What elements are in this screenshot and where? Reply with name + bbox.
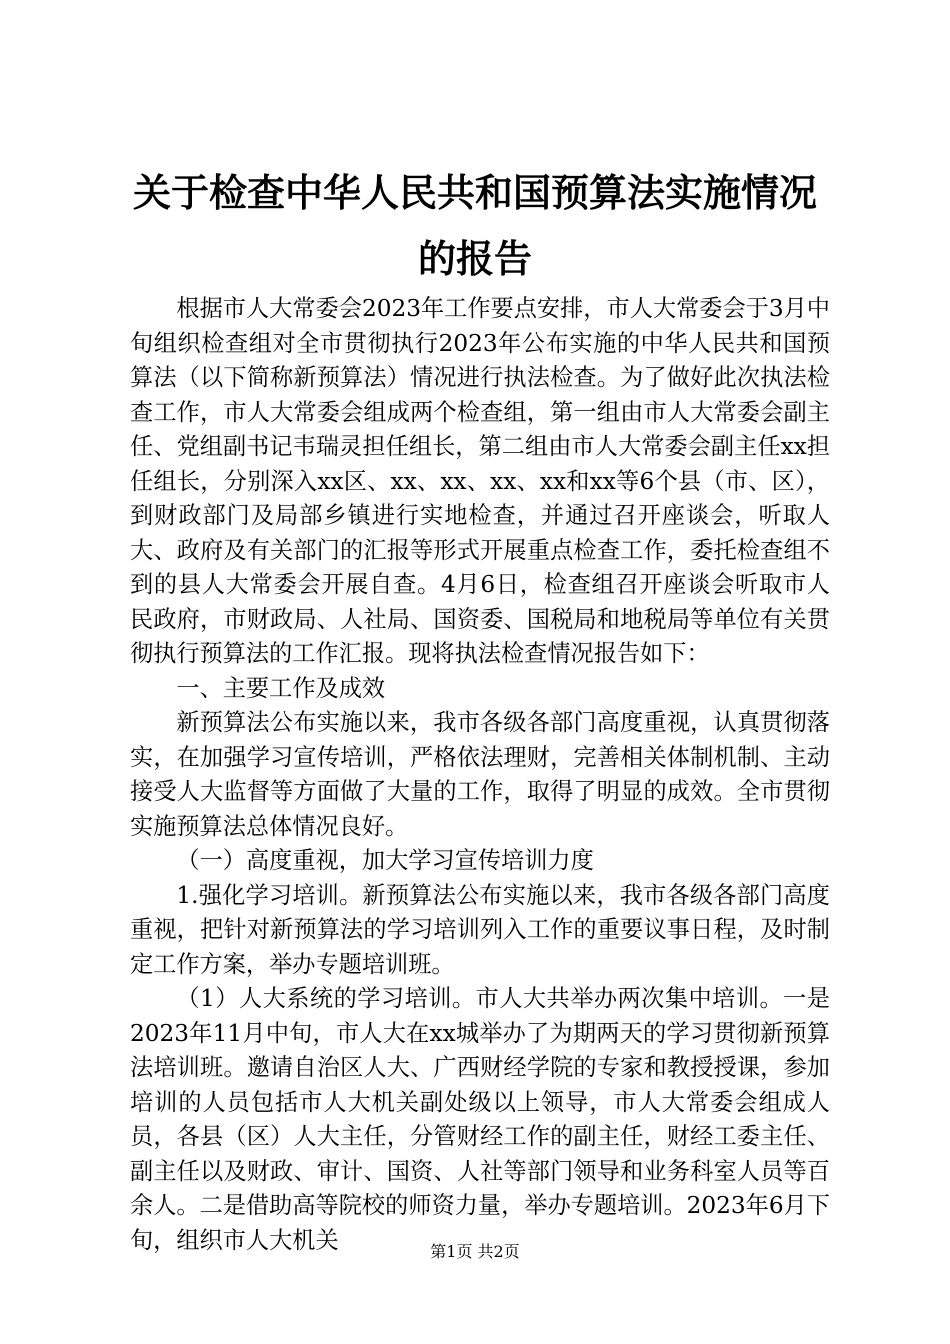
document-title: 关于检查中华人民共和国预算法实施情况的报告 xyxy=(132,170,817,281)
paragraph-npc-training: （1）人大系统的学习培训。市人大共举办两次集中培训。一是2023年11月中旬，市人大在xx城举办了为期两天的学习贯彻新预算法培训班。邀请自治区人大、广西财经学院的专家和教授授课，参加培训的人员包括市人大机关副处级以上领导，市人大常委会组成人员，各县（区）人大主任，分管财经工作的副主任，财经工委主任、副主任以及财政、审计、国资、人社等部门领导和业务科室人员等百余人。二是借助高等院校的师资力量，举办专题培训。2023年6月下旬，组织市人大机关 xyxy=(130,985,830,1254)
section-heading-1: 一、主要工作及成效 xyxy=(176,674,386,702)
subsection-heading-1: （一）高度重视，加大学习宣传培训力度 xyxy=(176,847,594,874)
document-body xyxy=(130,292,830,1258)
paragraph-intro: 根据市人大常委会2023年工作要点安排，市人大常委会于3月中旬组织检查组对全市贯彻执行2023年公布实施的中华人民共和国预算法（以下简称新预算法）情况进行执法检查。为了做好此次执法检查工作，市人大常委会组成两个检查组，第一组由市人大常委会副主任、党组副书记韦瑞灵担任组长，第二组由市人大常委会副主任xx担任组长，分别深入xx区、xx、xx、xx、xx和xx等6个县（市、区），到财政部门及局部乡镇进行实地检查，并通过召开座谈会，听取人大、政府及有关部门的汇报等形式开展重点检查工作，委托检查组不到的县人大常委会开展自查。4月6日，检查组召开座谈会听取市人民政府，市财政局、人社局、国资委、国税局和地税局等单位有关贯彻执行预算法的工作汇报。现将执法检查情况报告如下： xyxy=(130,295,830,667)
page-footer: 第1页 共2页 xyxy=(430,1242,520,1261)
paragraph-training: 1.强化学习培训。新预算法公布实施以来，我市各级各部门高度重视，把针对新预算法的学习培训列入工作的重要议事日程，及时制定工作方案，举办专题培训班。 xyxy=(130,881,830,978)
paragraph-overview: 新预算法公布实施以来，我市各级各部门高度重视，认真贯彻落实，在加强学习宣传培训，严格依法理财，完善相关体制机制、主动接受人大监督等方面做了大量的工作，取得了明显的成效。全市贯彻实施预算法总体情况良好。 xyxy=(130,709,830,840)
